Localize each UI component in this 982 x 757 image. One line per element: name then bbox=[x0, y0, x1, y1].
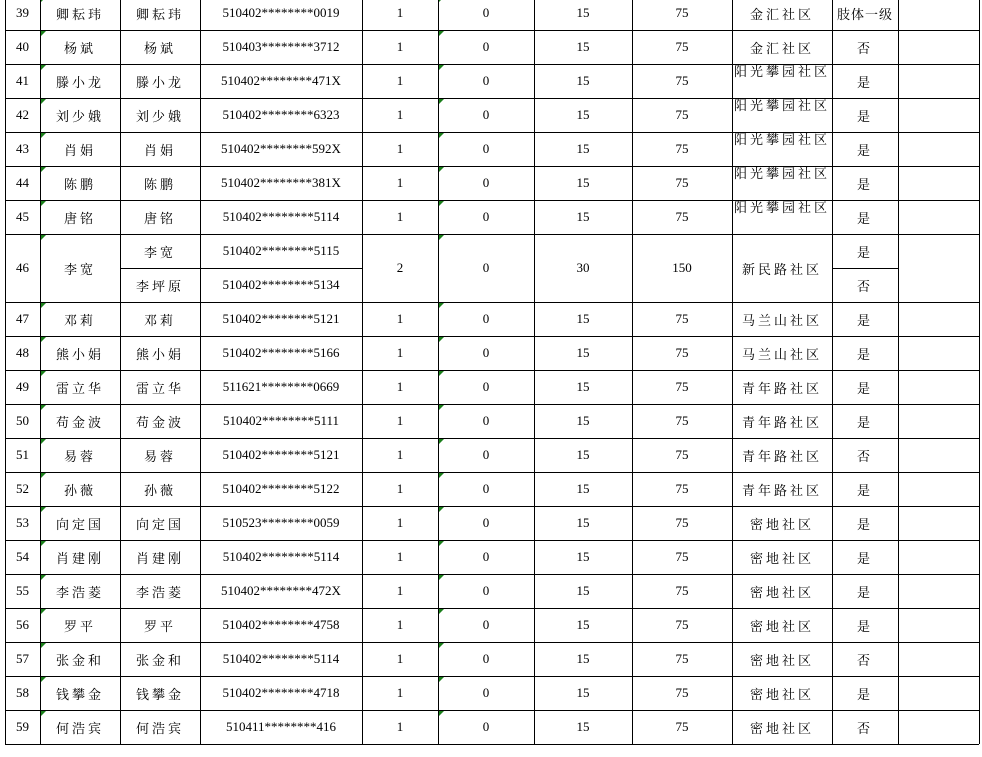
cell-value-b: 15 bbox=[576, 345, 590, 360]
applicant-name: 李浩菱 bbox=[55, 585, 104, 601]
row-number: 56 bbox=[16, 617, 29, 632]
persons-count: 1 bbox=[396, 39, 404, 54]
cell-value-a: 0 bbox=[482, 685, 490, 700]
row-number: 45 bbox=[16, 209, 29, 224]
cell-value-b: 15 bbox=[576, 107, 590, 122]
cell-value-a: 0 bbox=[482, 583, 490, 598]
cell-indicator-icon bbox=[439, 711, 444, 716]
cell-value-a: 0 bbox=[482, 175, 490, 190]
member-name: 熊小娟 bbox=[135, 347, 184, 363]
community-name: 马兰山社区 bbox=[741, 347, 822, 363]
amount: 75 bbox=[675, 311, 689, 326]
cell-indicator-icon bbox=[41, 473, 46, 478]
community-name: 青年路社区 bbox=[741, 449, 822, 465]
row-number: 42 bbox=[16, 107, 29, 122]
status-flag: 是 bbox=[856, 619, 873, 635]
cell-indicator-icon bbox=[41, 303, 46, 308]
community-name: 阳光攀园社区 bbox=[733, 99, 830, 114]
applicant-name: 易蓉 bbox=[63, 449, 96, 465]
cell-indicator-icon bbox=[41, 643, 46, 648]
status-flag: 是 bbox=[856, 415, 873, 431]
id-number: 510402********4718 bbox=[222, 685, 340, 700]
status-flag: 是 bbox=[856, 687, 873, 703]
status-flag: 是 bbox=[856, 347, 873, 363]
id-number: 510402********5111 bbox=[222, 413, 340, 428]
status-flag: 是 bbox=[856, 381, 873, 397]
persons-count: 1 bbox=[396, 685, 404, 700]
cell-value-b: 15 bbox=[576, 447, 590, 462]
cell-value-a: 0 bbox=[482, 73, 490, 88]
applicant-name: 张金和 bbox=[55, 653, 104, 669]
id-number: 510403********3712 bbox=[222, 39, 340, 54]
cell-indicator-icon bbox=[41, 507, 46, 512]
status-flag: 否 bbox=[856, 721, 873, 737]
amount: 75 bbox=[675, 583, 689, 598]
cell-value-b: 15 bbox=[576, 481, 590, 496]
persons-count: 1 bbox=[396, 311, 404, 326]
member-name: 罗平 bbox=[143, 619, 176, 635]
id-number: 510523********0059 bbox=[222, 515, 340, 530]
status-flag: 是 bbox=[856, 245, 873, 261]
cell-value-a: 0 bbox=[482, 651, 490, 666]
community-name: 密地社区 bbox=[749, 619, 814, 635]
id-number: 510402********5114 bbox=[222, 209, 340, 224]
member-name: 肖娟 bbox=[143, 143, 176, 159]
cell-value-b: 15 bbox=[576, 515, 590, 530]
member-name: 向定国 bbox=[135, 517, 184, 533]
cell-value-b: 15 bbox=[576, 209, 590, 224]
cell-value-b: 15 bbox=[576, 39, 590, 54]
community-name: 阳光攀园社区 bbox=[733, 133, 830, 148]
status-flag: 是 bbox=[856, 109, 873, 125]
row-number: 51 bbox=[16, 447, 29, 462]
cell-indicator-icon bbox=[41, 337, 46, 342]
member-name: 孙薇 bbox=[143, 483, 176, 499]
cell-value-b: 15 bbox=[576, 379, 590, 394]
amount: 75 bbox=[675, 5, 689, 20]
cell-indicator-icon bbox=[41, 167, 46, 172]
applicant-name: 刘少娥 bbox=[55, 109, 104, 125]
persons-count: 1 bbox=[396, 719, 404, 734]
amount: 75 bbox=[675, 175, 689, 190]
cell-indicator-icon bbox=[439, 541, 444, 546]
cell-value-a: 0 bbox=[482, 549, 490, 564]
community-name: 密地社区 bbox=[749, 551, 814, 567]
status-flag: 是 bbox=[856, 75, 873, 91]
id-number: 510402********5121 bbox=[222, 311, 340, 326]
cell-indicator-icon bbox=[439, 303, 444, 308]
cell-value-b: 15 bbox=[576, 583, 590, 598]
applicant-name: 陈鹏 bbox=[63, 177, 96, 193]
row-border bbox=[5, 744, 979, 745]
status-flag: 是 bbox=[856, 585, 873, 601]
cell-value-b: 15 bbox=[576, 719, 590, 734]
community-name: 阳光攀园社区 bbox=[733, 167, 830, 182]
applicant-name: 李宽 bbox=[63, 262, 96, 278]
cell-value-a: 0 bbox=[482, 617, 490, 632]
community-name: 密地社区 bbox=[749, 585, 814, 601]
member-name: 唐铭 bbox=[143, 211, 176, 227]
cell-indicator-icon bbox=[439, 0, 444, 2]
row-number: 43 bbox=[16, 141, 29, 156]
row-number: 44 bbox=[16, 175, 29, 190]
member-name: 陈鹏 bbox=[143, 177, 176, 193]
column-border bbox=[898, 0, 899, 744]
cell-value-b: 15 bbox=[576, 311, 590, 326]
cell-value-b: 15 bbox=[576, 141, 590, 156]
cell-value-a: 0 bbox=[482, 413, 490, 428]
member-name: 肖建刚 bbox=[135, 551, 184, 567]
status-flag: 是 bbox=[856, 517, 873, 533]
cell-indicator-icon bbox=[439, 405, 444, 410]
community-name: 密地社区 bbox=[749, 517, 814, 533]
persons-count: 1 bbox=[396, 379, 404, 394]
persons-count: 1 bbox=[396, 141, 404, 156]
persons-count: 1 bbox=[396, 175, 404, 190]
cell-indicator-icon bbox=[439, 133, 444, 138]
community-name: 青年路社区 bbox=[741, 483, 822, 499]
amount: 75 bbox=[675, 379, 689, 394]
amount: 75 bbox=[675, 39, 689, 54]
community-name: 阳光攀园社区 bbox=[733, 65, 830, 80]
id-number: 511621********0669 bbox=[222, 379, 340, 394]
cell-indicator-icon bbox=[41, 609, 46, 614]
persons-count: 1 bbox=[396, 549, 404, 564]
id-number: 510411********416 bbox=[225, 719, 337, 734]
applicant-name: 何浩宾 bbox=[55, 721, 104, 737]
row-number: 59 bbox=[16, 719, 29, 734]
community-name: 新民路社区 bbox=[741, 262, 822, 278]
applicant-name: 向定国 bbox=[55, 517, 104, 533]
id-number: 510402********381X bbox=[221, 175, 341, 190]
sub-row-border bbox=[832, 268, 898, 269]
community-name: 青年路社区 bbox=[741, 415, 822, 431]
member-name: 李宽 bbox=[143, 245, 176, 261]
persons-count: 1 bbox=[396, 617, 404, 632]
cell-value-a: 0 bbox=[482, 39, 490, 54]
id-number: 510402********6323 bbox=[222, 107, 340, 122]
applicant-name: 孙薇 bbox=[63, 483, 96, 499]
column-border bbox=[979, 0, 980, 744]
applicant-name: 肖建刚 bbox=[55, 551, 104, 567]
applicant-name: 雷立华 bbox=[55, 381, 104, 397]
member-name: 李浩菱 bbox=[135, 585, 184, 601]
persons-count: 1 bbox=[396, 481, 404, 496]
cell-indicator-icon bbox=[439, 575, 444, 580]
amount: 75 bbox=[675, 141, 689, 156]
amount: 75 bbox=[675, 719, 689, 734]
amount: 75 bbox=[675, 107, 689, 122]
member-name: 刘少娥 bbox=[135, 109, 184, 125]
community-name: 金汇社区 bbox=[749, 41, 814, 57]
persons-count: 2 bbox=[396, 260, 404, 275]
status-flag: 是 bbox=[856, 551, 873, 567]
id-number: 510402********5166 bbox=[222, 345, 340, 360]
row-number: 49 bbox=[16, 379, 29, 394]
id-number: 510402********5115 bbox=[222, 243, 340, 258]
sub-row-border bbox=[120, 268, 362, 269]
cell-indicator-icon bbox=[41, 235, 46, 240]
persons-count: 1 bbox=[396, 5, 404, 20]
cell-indicator-icon bbox=[41, 677, 46, 682]
community-name: 青年路社区 bbox=[741, 381, 822, 397]
cell-indicator-icon bbox=[439, 609, 444, 614]
status-flag: 否 bbox=[856, 279, 873, 295]
cell-value-a: 0 bbox=[482, 5, 490, 20]
id-number: 510402********592X bbox=[221, 141, 341, 156]
cell-value-b: 15 bbox=[576, 685, 590, 700]
cell-value-a: 0 bbox=[482, 260, 490, 275]
persons-count: 1 bbox=[396, 651, 404, 666]
id-number: 510402********5114 bbox=[222, 549, 340, 564]
row-number: 39 bbox=[16, 5, 29, 20]
status-flag: 是 bbox=[856, 143, 873, 159]
cell-indicator-icon bbox=[41, 133, 46, 138]
cell-indicator-icon bbox=[439, 371, 444, 376]
row-number: 46 bbox=[16, 260, 29, 275]
row-number: 57 bbox=[16, 651, 29, 666]
community-name: 马兰山社区 bbox=[741, 313, 822, 329]
persons-count: 1 bbox=[396, 413, 404, 428]
community-name: 密地社区 bbox=[749, 721, 814, 737]
cell-indicator-icon bbox=[439, 65, 444, 70]
member-name: 张金和 bbox=[135, 653, 184, 669]
cell-indicator-icon bbox=[41, 371, 46, 376]
amount: 75 bbox=[675, 345, 689, 360]
applicant-name: 罗平 bbox=[63, 619, 96, 635]
status-flag: 是 bbox=[856, 313, 873, 329]
amount: 150 bbox=[672, 260, 692, 275]
applicant-name: 滕小龙 bbox=[55, 75, 104, 91]
member-name: 雷立华 bbox=[135, 381, 184, 397]
member-name: 李坪原 bbox=[135, 279, 184, 295]
cell-value-b: 15 bbox=[576, 175, 590, 190]
persons-count: 1 bbox=[396, 107, 404, 122]
amount: 75 bbox=[675, 73, 689, 88]
community-name: 密地社区 bbox=[749, 653, 814, 669]
amount: 75 bbox=[675, 447, 689, 462]
persons-count: 1 bbox=[396, 447, 404, 462]
persons-count: 1 bbox=[396, 209, 404, 224]
cell-value-a: 0 bbox=[482, 379, 490, 394]
cell-indicator-icon bbox=[41, 439, 46, 444]
id-number: 510402********5122 bbox=[222, 481, 340, 496]
applicant-name: 苟金波 bbox=[55, 415, 104, 431]
amount: 75 bbox=[675, 617, 689, 632]
row-number: 47 bbox=[16, 311, 29, 326]
status-flag: 否 bbox=[856, 449, 873, 465]
community-name: 金汇社区 bbox=[749, 7, 814, 23]
cell-indicator-icon bbox=[41, 0, 46, 2]
id-number: 510402********5114 bbox=[222, 651, 340, 666]
member-name: 苟金波 bbox=[135, 415, 184, 431]
id-number: 510402********0019 bbox=[222, 5, 340, 20]
row-number: 55 bbox=[16, 583, 29, 598]
id-number: 510402********471X bbox=[221, 73, 341, 88]
amount: 75 bbox=[675, 651, 689, 666]
id-number: 510402********5121 bbox=[222, 447, 340, 462]
member-name: 杨斌 bbox=[143, 41, 176, 57]
member-name: 何浩宾 bbox=[135, 721, 184, 737]
cell-indicator-icon bbox=[439, 99, 444, 104]
row-number: 53 bbox=[16, 515, 29, 530]
cell-indicator-icon bbox=[41, 575, 46, 580]
persons-count: 1 bbox=[396, 73, 404, 88]
cell-indicator-icon bbox=[439, 473, 444, 478]
cell-indicator-icon bbox=[439, 31, 444, 36]
id-number: 510402********5134 bbox=[222, 277, 340, 292]
status-flag: 肢体一级 bbox=[836, 7, 893, 23]
persons-count: 1 bbox=[396, 515, 404, 530]
cell-indicator-icon bbox=[439, 235, 444, 240]
cell-indicator-icon bbox=[41, 711, 46, 716]
status-flag: 是 bbox=[856, 483, 873, 499]
applicant-name: 唐铭 bbox=[63, 211, 96, 227]
applicant-name: 邓莉 bbox=[63, 313, 96, 329]
amount: 75 bbox=[675, 685, 689, 700]
row-number: 50 bbox=[16, 413, 29, 428]
cell-value-a: 0 bbox=[482, 209, 490, 224]
member-name: 邓莉 bbox=[143, 313, 176, 329]
amount: 75 bbox=[675, 549, 689, 564]
member-name: 易蓉 bbox=[143, 449, 176, 465]
cell-value-b: 30 bbox=[576, 260, 590, 275]
cell-indicator-icon bbox=[41, 405, 46, 410]
amount: 75 bbox=[675, 413, 689, 428]
row-number: 54 bbox=[16, 549, 29, 564]
cell-value-b: 15 bbox=[576, 651, 590, 666]
cell-value-b: 15 bbox=[576, 413, 590, 428]
cell-value-b: 15 bbox=[576, 617, 590, 632]
cell-value-a: 0 bbox=[482, 345, 490, 360]
persons-count: 1 bbox=[396, 583, 404, 598]
cell-value-a: 0 bbox=[482, 311, 490, 326]
cell-value-a: 0 bbox=[482, 107, 490, 122]
applicant-name: 钱攀金 bbox=[55, 687, 104, 703]
amount: 75 bbox=[675, 209, 689, 224]
status-flag: 否 bbox=[856, 41, 873, 57]
cell-indicator-icon bbox=[439, 507, 444, 512]
cell-value-a: 0 bbox=[482, 141, 490, 156]
cell-value-a: 0 bbox=[482, 447, 490, 462]
cell-value-b: 15 bbox=[576, 5, 590, 20]
cell-indicator-icon bbox=[41, 99, 46, 104]
amount: 75 bbox=[675, 515, 689, 530]
applicant-name: 卿耘玮 bbox=[55, 7, 104, 23]
community-name: 密地社区 bbox=[749, 687, 814, 703]
cell-value-a: 0 bbox=[482, 515, 490, 530]
cell-indicator-icon bbox=[41, 31, 46, 36]
cell-indicator-icon bbox=[439, 439, 444, 444]
cell-value-a: 0 bbox=[482, 481, 490, 496]
row-number: 58 bbox=[16, 685, 29, 700]
applicant-name: 肖娟 bbox=[63, 143, 96, 159]
status-flag: 是 bbox=[856, 177, 873, 193]
row-number: 40 bbox=[16, 39, 29, 54]
applicant-name: 熊小娟 bbox=[55, 347, 104, 363]
member-name: 卿耘玮 bbox=[135, 7, 184, 23]
cell-indicator-icon bbox=[439, 201, 444, 206]
cell-value-a: 0 bbox=[482, 719, 490, 734]
member-name: 滕小龙 bbox=[135, 75, 184, 91]
cell-indicator-icon bbox=[439, 167, 444, 172]
cell-indicator-icon bbox=[41, 541, 46, 546]
cell-indicator-icon bbox=[41, 65, 46, 70]
cell-indicator-icon bbox=[41, 201, 46, 206]
persons-count: 1 bbox=[396, 345, 404, 360]
row-number: 41 bbox=[16, 73, 29, 88]
id-number: 510402********4758 bbox=[222, 617, 340, 632]
cell-indicator-icon bbox=[439, 643, 444, 648]
status-flag: 否 bbox=[856, 653, 873, 669]
row-number: 48 bbox=[16, 345, 29, 360]
cell-value-b: 15 bbox=[576, 549, 590, 564]
community-name: 阳光攀园社区 bbox=[733, 201, 830, 216]
applicant-name: 杨斌 bbox=[63, 41, 96, 57]
cell-value-b: 15 bbox=[576, 73, 590, 88]
status-flag: 是 bbox=[856, 211, 873, 227]
cell-indicator-icon bbox=[439, 337, 444, 342]
cell-indicator-icon bbox=[439, 677, 444, 682]
amount: 75 bbox=[675, 481, 689, 496]
row-number: 52 bbox=[16, 481, 29, 496]
member-name: 钱攀金 bbox=[135, 687, 184, 703]
id-number: 510402********472X bbox=[221, 583, 341, 598]
